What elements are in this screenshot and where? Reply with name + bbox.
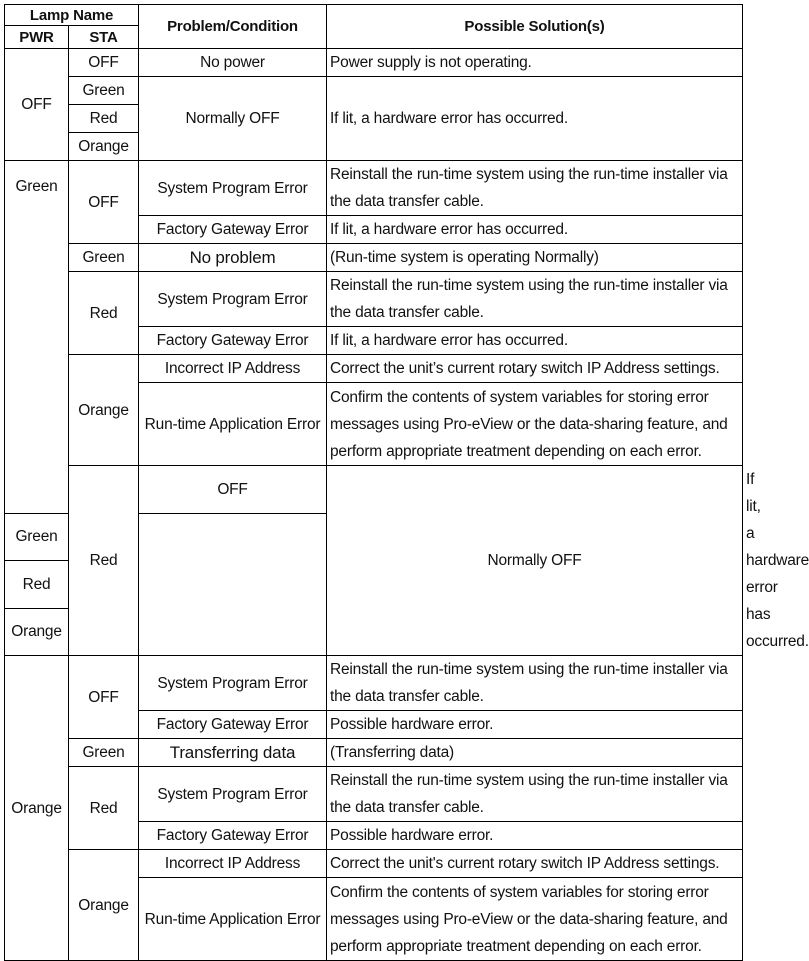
table-row xyxy=(5,656,743,711)
solution-cell: Reinstall the run-time system using the run-time installer via the data transfer cable. xyxy=(327,161,743,216)
pwr-header: PWR xyxy=(5,26,69,49)
sta-cell: OFF xyxy=(69,656,139,739)
table-row xyxy=(5,272,743,327)
solution-cell: (Transferring data) xyxy=(327,739,743,767)
solution-cell: If lit, a hardware error has occurred. xyxy=(327,327,743,355)
problem-cell: No problem xyxy=(139,244,327,272)
pwr-off-cell: OFF xyxy=(5,49,69,161)
solution-cell: Confirm the contents of system variables for storing error messages using Pro-eView or the data-sharing feature, and perform appropriate treatment depending on each error. xyxy=(327,878,743,961)
solution-cell: Possible hardware error. xyxy=(327,711,743,739)
solution-header: Possible Solution(s) xyxy=(327,5,743,49)
problem-cell: System Program Error xyxy=(139,272,327,327)
pwr-orange-cell: Orange xyxy=(5,656,69,961)
problem-cell: Factory Gateway Error xyxy=(139,711,327,739)
sta-cell: OFF xyxy=(69,49,139,77)
solution-cell: Reinstall the run-time system using the run-time installer via the data transfer cable. xyxy=(327,767,743,822)
lamp-status-table xyxy=(4,4,809,961)
problem-cell: Factory Gateway Error xyxy=(139,216,327,244)
solution-cell: Correct the unit’s current rotary switch IP Address settings. xyxy=(327,355,743,383)
sta-cell: Orange xyxy=(5,608,69,656)
problem-cell: Run-time Application Error xyxy=(139,383,327,466)
lamp-name-header: Lamp Name xyxy=(5,5,139,26)
table-row: Red OFF Normally OFF If lit, a hardware error has occurred. xyxy=(5,466,743,514)
problem-cell: System Program Error xyxy=(139,656,327,711)
solution-cell: Reinstall the run-time system using the run-time installer via the data transfer cable. xyxy=(327,272,743,327)
table-row xyxy=(5,77,743,105)
pwr-green-cell: Green xyxy=(5,161,69,514)
sta-cell: Green xyxy=(5,513,69,561)
table-row xyxy=(5,161,743,216)
problem-header: Problem/Condition xyxy=(139,5,327,49)
problem-cell: Normally OFF xyxy=(139,77,327,161)
solution-cell: (Run-time system is operating Normally) xyxy=(327,244,743,272)
solution-cell: Correct the unit's current rotary switch IP Address settings. xyxy=(327,850,743,878)
solution-cell: Possible hardware error. xyxy=(327,822,743,850)
sta-cell: Green xyxy=(69,244,139,272)
solution-cell: If lit, a hardware error has occurred. xyxy=(327,216,743,244)
sta-cell: OFF xyxy=(69,161,139,244)
sta-cell: OFF xyxy=(139,466,327,514)
sta-cell: Red xyxy=(69,272,139,355)
problem-cell: Normally OFF xyxy=(327,466,743,656)
table-row xyxy=(5,49,743,77)
sta-cell: Orange xyxy=(69,133,139,161)
sta-cell: Red xyxy=(69,105,139,133)
problem-cell: No power xyxy=(139,49,327,77)
sta-cell: Red xyxy=(5,561,69,609)
table-row xyxy=(5,767,743,822)
problem-cell: Incorrect IP Address xyxy=(139,355,327,383)
pwr-red-cell: Red xyxy=(69,466,139,656)
table-row xyxy=(5,850,743,878)
table-row xyxy=(5,244,743,272)
sta-cell: Green xyxy=(69,739,139,767)
solution-cell: Power supply is not operating. xyxy=(327,49,743,77)
sta-header: STA xyxy=(69,26,139,49)
problem-cell: Incorrect IP Address xyxy=(139,850,327,878)
sta-cell: Green xyxy=(69,77,139,105)
sta-cell: Orange xyxy=(69,355,139,466)
solution-cell: If lit, a hardware error has occurred. xyxy=(327,77,743,161)
problem-cell: System Program Error xyxy=(139,767,327,822)
problem-cell: Factory Gateway Error xyxy=(139,327,327,355)
sta-cell: Red xyxy=(69,767,139,850)
table-row xyxy=(5,739,743,767)
problem-cell: Factory Gateway Error xyxy=(139,822,327,850)
problem-cell: Transferring data xyxy=(139,739,327,767)
sta-cell: Orange xyxy=(69,850,139,961)
problem-cell: System Program Error xyxy=(139,161,327,216)
problem-cell: Run-time Application Error xyxy=(139,878,327,961)
table-row xyxy=(5,355,743,383)
solution-cell: Confirm the contents of system variables for storing error messages using Pro-eView or the data-sharing feature, and perform appropriate treatment depending on each error. xyxy=(327,383,743,466)
solution-cell: Reinstall the run-time system using the run-time installer via the data transfer cable. xyxy=(327,656,743,711)
